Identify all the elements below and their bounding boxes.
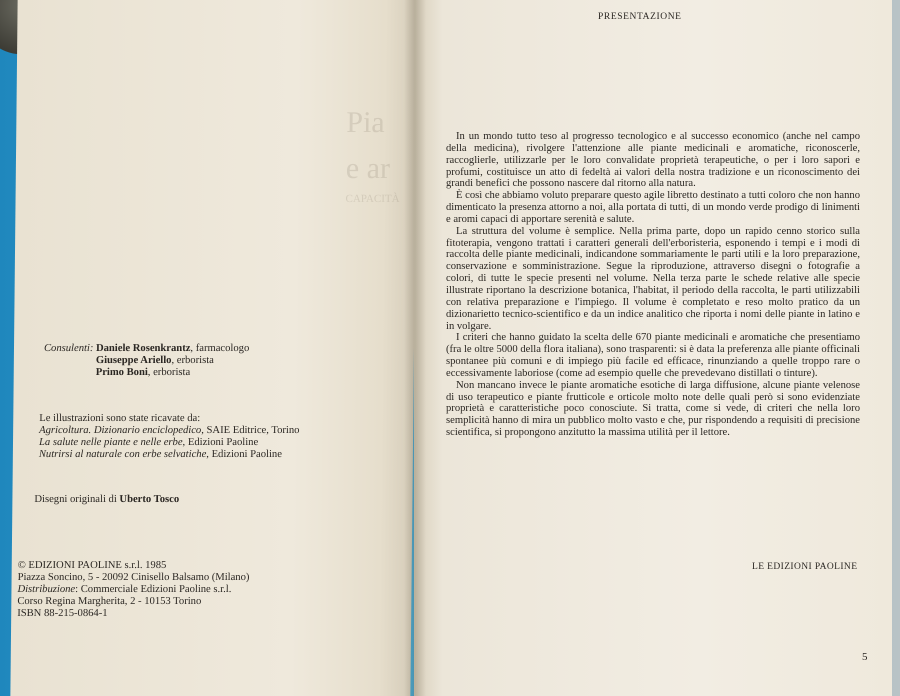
consultant-role: , erborista [147,366,191,378]
illustration-source [39,425,419,437]
paragraph: È così che abbiamo voluto preparare questo agile libretto destinato a tutti coloro che non hanno dimenticato la presenza attorno a noi, alla portata di tutti, di un mondo verde prodigo di linimenti e aromi capaci di apportare serenità e salute. [446,190,860,225]
consultant-name: Daniele Rosenkrantz [95,343,191,354]
drawings-credit [34,494,179,506]
ghost-small: CAPACITÀ [345,193,400,205]
publisher-address: Piazza Soncino, 5 - 20092 Cinisello Balsamo (Milano) [17,571,250,583]
presentation-text [446,131,860,439]
consultants-block [44,343,404,379]
consultants-label: Consulenti: [43,343,94,354]
ghost-subtitle: e ar [345,152,391,185]
consultant-entry [96,343,249,355]
isbn: ISBN 88-215-0864-1 [17,607,108,619]
drawings-label: Disegni originali di [34,494,120,505]
consultant-row [44,367,404,379]
signature: LE EDIZIONI PAOLINE [752,562,858,572]
distribution-address: Corso Regina Margherita, 2 - 10153 Torino [17,595,202,607]
drawings-author: Uberto Tosco [119,494,180,505]
source-publisher: , Edizioni Paoline [206,448,282,460]
page-heading: PRESENTAZIONE [598,12,682,22]
distribution-name: : Commerciale Edizioni Paoline s.r.l. [75,583,232,595]
book-gutter [404,0,426,696]
paragraph: In un mondo tutto teso al progresso tecnologico e al successo economico (anche nel campo della medicina), rivolgere l'attenzione alle piante medicinali e aromatiche, riconoscerle, raccoglierle, utilizzarle per le loro convalidate proprietà terapeutiche, o per i loro sapori e profumi, costituisce un atto di fedeltà ai valori della nostra tradizione e un riconoscimento dei grandi benefici che possono nascere dal ritorno alla natura. [446,131,860,190]
consultant-name: Giuseppe Ariello [95,354,172,366]
left-page [10,0,417,696]
consultant-row [44,343,404,355]
source-publisher: , SAIE Editrice, Torino [201,424,300,436]
page-number: 5 [862,651,868,663]
source-title: La salute nelle piante e nelle erbe [38,436,183,448]
paragraph: La struttura del volume è semplice. Nella prima parte, dopo un rapido cenno storico sulla fitoterapia, vengono trattati i caratteri generali dell'erboristeria, esponendo i tempi e i modi di raccolta delle piante medicinali, indicandone sommariamente le parti utili e la loro preparazione, conservazione e somministrazione. Segue la riproduzione, attraverso disegni o fotografie a colori, di tutte le specie presenti nel volume. Nella terza parte le schede relative alle specie illustrate riportano la descrizione botanica, l'habitat, il periodo della raccolta, le parti utilizzabili con relativa preparazione e l'impiego. Il volume è completato e reso molto pratico da un dizionarietto tecnico-scientifico e da un indice analitico che riporta i nomi delle piante in latino e in volgare. [446,225,860,332]
illustrations-block [39,413,419,461]
distribution-line [17,584,397,596]
consultant-role: , farmacologo [190,343,250,354]
consultant-name: Primo Boni [95,366,148,378]
source-title: Agricoltura. Dizionario enciclopedico [39,424,202,436]
copyright-line: © EDIZIONI PAOLINE s.r.l. 1985 [17,560,167,571]
source-publisher: , Edizioni Paoline [182,436,259,448]
copyright-block [17,560,398,620]
source-title: Nutrirsi al naturale con erbe selvatiche [38,448,207,460]
paragraph: Non mancano invece le piante aromatiche esotiche di larga diffusione, alcune piante velenose di uso terapeutico e piante frutticole e orticole molto note delle quali però si sono evidenziate proprietà e caratteristiche poco conosciute. Si tratta, come si vede, di criteri che nella loro semplicità hanno di mira un pubblico molto vasto e che, pur rispondendo a requisiti di precisione scientifica, si propongono anzitutto la massima utilità per il lettore. [446,379,860,439]
distribution-label: Distribuzione [17,583,76,595]
illustration-source [39,449,419,461]
illustrations-intro: Le illustrazioni sono state ricavate da: [39,413,201,424]
illustration-source [39,437,419,449]
consultant-row [44,355,404,367]
paragraph: I criteri che hanno guidato la scelta delle 670 piante medicinali e aromatiche che presentiamo (fra le oltre 5000 della flora italiana), sono trasparenti: si è data la preferenza alle piante officinali spontanee più comuni e di impiego più facile ed efficace, rinunziando a quelle troppo rare o eccessivamente laboriose (come ad esempio quelle che prevedevano distillati o tinture). [446,332,860,379]
consultant-role: , erborista [171,354,214,366]
ghost-title: Pia [346,106,385,139]
